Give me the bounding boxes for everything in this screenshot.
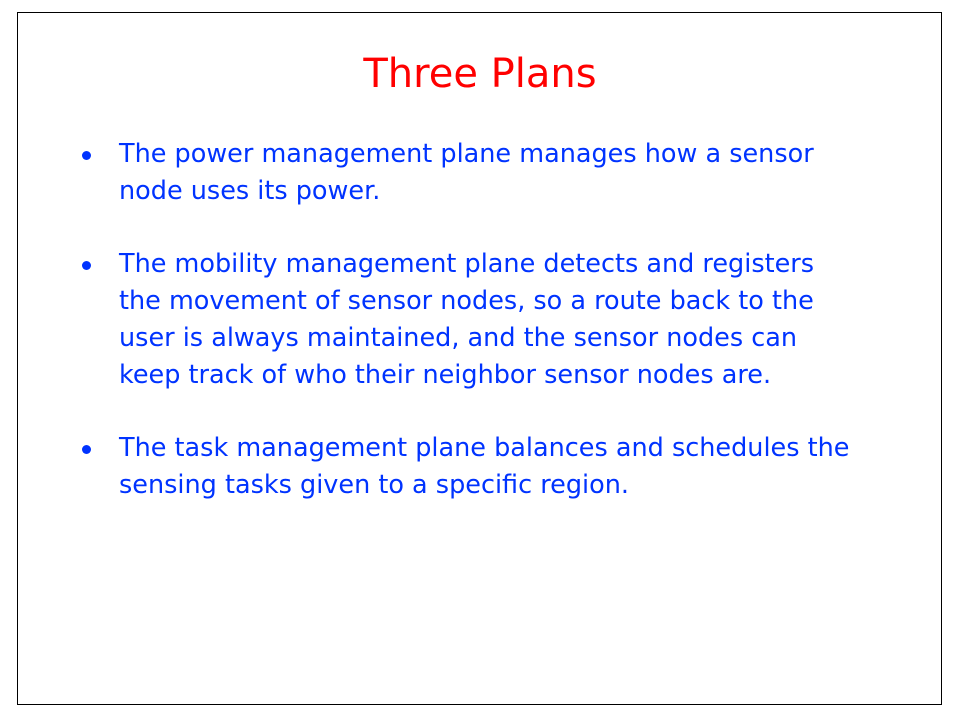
bullet-dot-icon xyxy=(82,151,91,160)
slide-title: Three Plans xyxy=(363,51,597,97)
bullet-text-power: The power management plane manages how a sensor node uses its power. xyxy=(119,139,814,206)
bullet-item-task xyxy=(82,430,862,504)
bullet-item-mobility xyxy=(82,246,862,394)
bullet-dot-icon xyxy=(82,261,91,270)
bullet-text-task: The task management plane balances and schedules the sensing tasks given to a specific region. xyxy=(119,433,850,500)
bullet-dot-icon xyxy=(82,445,91,454)
bullet-list xyxy=(82,136,862,540)
bullet-item-power xyxy=(82,136,862,210)
bullet-text-mobility: The mobility management plane detects and registers the movement of sensor nodes, so a route back to the user is always maintained, and the sensor nodes can keep track of who their neighbor sensor nodes are. xyxy=(119,249,815,390)
